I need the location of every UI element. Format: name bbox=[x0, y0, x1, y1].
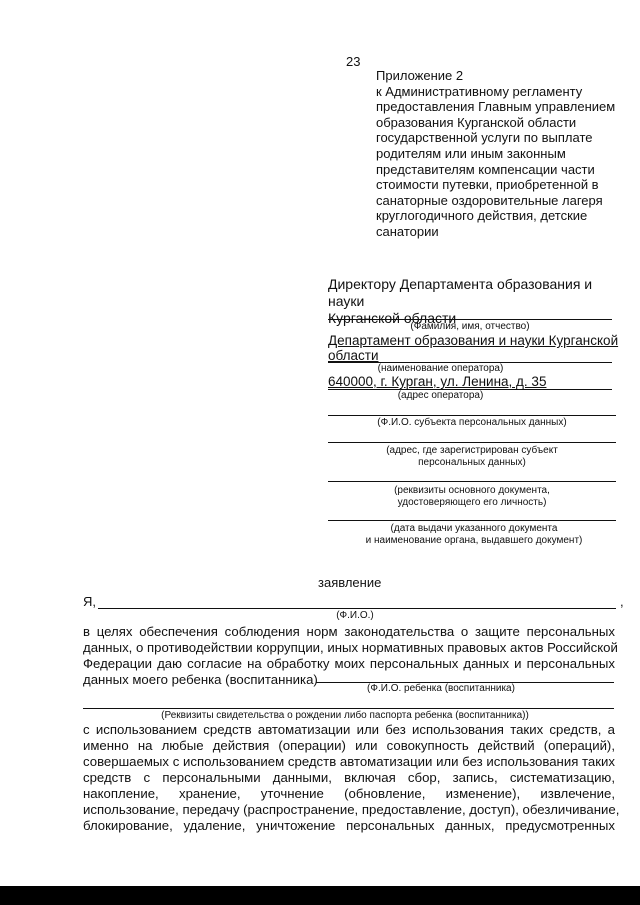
statement-fio-caption: (Ф.И.О.) bbox=[336, 610, 374, 621]
paragraph-line: Федерации даю согласие на обработку моих персональных данных и персональных bbox=[83, 656, 615, 671]
issue-date-caption-line: и наименование органа, выдавшего документ) bbox=[365, 535, 583, 546]
applicant-fio-caption: (Фамилия, имя, отчество) bbox=[410, 321, 530, 332]
paragraph-line: в целях обеспечения соблюдения норм законодательства о защите персональных bbox=[83, 624, 615, 639]
reg-address-caption-line: (адрес, где зарегистрирован субъект bbox=[386, 445, 558, 456]
appendix-line: представителям компенсации части bbox=[376, 161, 595, 177]
appendix-header bbox=[376, 68, 631, 240]
paragraph-line: средств с персональными данными, включая сбор, запись, систематизацию, bbox=[83, 770, 615, 785]
id-document-caption bbox=[328, 485, 616, 509]
appendix-line: предоставления Главным управлением bbox=[376, 99, 616, 115]
paragraph-line: именно на любые действия (операции) или совокупность действий (операций), bbox=[83, 738, 615, 753]
appendix-line: образования Курганской области bbox=[376, 114, 577, 130]
operator-name-line2-text: области bbox=[328, 348, 379, 363]
operator-address: 640000, г. Курган, ул. Ленина, д. 35 bbox=[328, 374, 547, 389]
birth-document-caption: (Реквизиты свидетельства о рождении либо паспорта ребенка (воспитанника)) bbox=[161, 710, 529, 721]
page-number: 23 bbox=[346, 54, 361, 69]
addressee-line: Курганской области bbox=[328, 310, 457, 326]
id-document-line bbox=[328, 481, 616, 482]
paragraph-line: блокирование, удаление, уничтожение персональных данных, предусмотренных bbox=[83, 818, 615, 833]
issue-date-caption-line: (дата выдачи указанного документа bbox=[390, 523, 558, 534]
scan-bottom-edge bbox=[0, 886, 640, 905]
consent-paragraph-1 bbox=[83, 624, 618, 688]
paragraph-line: совершаемых с использованием средств автоматизации или без использования таких bbox=[83, 754, 615, 769]
consent-paragraph-2 bbox=[83, 722, 620, 834]
appendix-line: санатории bbox=[376, 223, 439, 239]
issue-date-caption bbox=[328, 523, 620, 547]
appendix-line: к Административному регламенту bbox=[376, 83, 583, 99]
appendix-line: круглогодичного действия, детские bbox=[376, 208, 588, 224]
statement-ya-comma: , bbox=[620, 594, 624, 609]
appendix-line: государственной услуги по выплате bbox=[376, 130, 593, 146]
applicant-fio-line bbox=[328, 319, 612, 320]
subject-fio-line bbox=[328, 415, 616, 416]
appendix-line: стоимости путевки, приобретенной в bbox=[376, 177, 599, 193]
issue-date-line bbox=[328, 520, 616, 521]
paragraph-line: использование, передачу (распространение, предоставление, доступ), обезличивание, bbox=[83, 802, 620, 817]
birth-document-line bbox=[83, 708, 614, 709]
paragraph-line: накопление, хранение, уточнение (обновление, изменение), извлечение, bbox=[83, 786, 615, 801]
id-document-caption-line: (реквизиты основного документа, bbox=[394, 485, 550, 496]
child-fio-caption: (Ф.И.О. ребенка (воспитанника) bbox=[367, 683, 515, 694]
paragraph-line: данных, о противодействии коррупции, иных нормативных правовых актов Российской bbox=[83, 640, 618, 655]
reg-address-caption bbox=[328, 445, 616, 469]
appendix-line: санаторные оздоровительные лагеря bbox=[376, 192, 603, 208]
id-document-caption-line: удостоверяющего его личность) bbox=[397, 497, 547, 508]
paragraph-line: данных моего ребенка (воспитанника) bbox=[83, 672, 318, 687]
operator-name-line2 bbox=[328, 348, 379, 363]
operator-name-line1: Департамент образования и науки Курганской bbox=[328, 333, 619, 348]
appendix-line: родителям или иным законным bbox=[376, 145, 566, 161]
operator-name-caption: (наименование оператора) bbox=[377, 363, 504, 374]
statement-title: заявление bbox=[318, 575, 382, 590]
paragraph-line: с использованием средств автоматизации или без использования таких средств, а bbox=[83, 722, 615, 737]
addressee-line: Директору Департамента образования и науки bbox=[328, 276, 593, 309]
subject-fio-caption: (Ф.И.О. субъекта персональных данных) bbox=[377, 417, 567, 428]
statement-ya: Я, bbox=[83, 594, 96, 609]
operator-address-caption: (адрес оператора) bbox=[397, 390, 484, 401]
reg-address-line bbox=[328, 442, 616, 443]
applicant-fio-statement-line bbox=[98, 608, 616, 609]
appendix-line: Приложение 2 bbox=[376, 68, 464, 83]
reg-address-caption-line: персональных данных) bbox=[418, 457, 526, 468]
